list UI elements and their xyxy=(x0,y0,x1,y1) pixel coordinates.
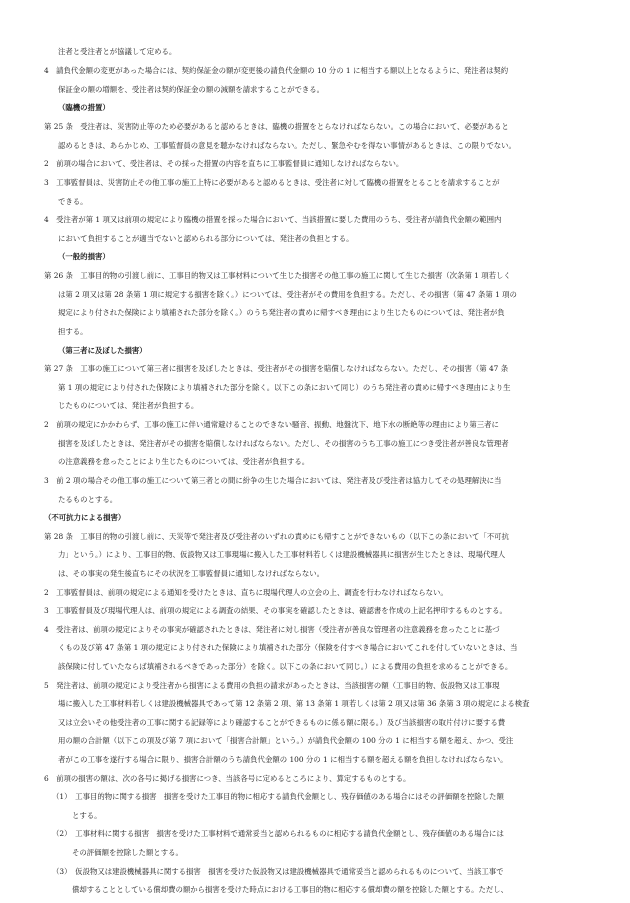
paragraph-line: 力」という。）により、工事目的物、仮設物又は工事現場に搬入した工事材料若しくは建設機械器具に損害が生じたときは、現場代理人 xyxy=(58,550,506,559)
paragraph-line: 規定により付された保険により填補された部分を除く。）のうち発注者の責めに帰すべき理由により生じたものについては、発注者が負 xyxy=(58,308,505,317)
paragraph-line: 用の額の合計額（以下この項及び第 7 項において「損害合計額」という。）が請負代金額の 100 分の 1 に相当する額を超え、かつ、受注 xyxy=(58,736,514,745)
list-item-line: その評価額を控除した額とする。 xyxy=(72,848,183,857)
paragraph-line: 4 受注者は、前項の規定によりその事実が確認されたときは、発注者に対し損害（受注者が善良な管理者の注意義務を怠ったことに基づ xyxy=(44,625,500,634)
paragraph-line: 損害を及ぼしたときは、発注者がその損害を賠償しなければならない。ただし、その損害のうち工事の施工につき受注者が善良な管理者 xyxy=(58,439,509,448)
article-line: 第 27 条 工事の施工について第三者に損害を及ぼしたときは、受注者がその損害を賠償しなければならない。ただし、その損害（第 47 条 xyxy=(44,364,509,373)
paragraph-line: 4 受注者が第 1 項又は前項の規定により臨機の措置を採った場合において、当該措置に要した費用のうち、受注者が請負代金額の範囲内 xyxy=(44,215,502,224)
paragraph-line: 該保険に付していたならば填補されるべきであった部分）を除く。以下この条において同じ。）による費用の負担を求めることができる。 xyxy=(58,662,513,671)
paragraph-line: 注者と受注者とが協議して定める。 xyxy=(58,47,177,56)
paragraph-line: 又は立会いその他受注者の工事に関する記録等により確認することができるものに係る額に限る。）及び当該損害の取片付けに要する費 xyxy=(58,718,506,727)
section-heading: （第三者に及ぼした損害） xyxy=(58,346,147,355)
list-item-line: 償却することとしている償却費の額から損害を受けた時点における工事目的物に相応する償却費の額を控除した額とする。ただし、 xyxy=(72,885,509,894)
section-heading: （一般的損害） xyxy=(58,252,110,261)
paragraph-line: 3 前 2 項の場合その他工事の施工について第三者との間に紛争の生じた場合においては、発注者及び受注者は協力してその処理解決に当 xyxy=(44,476,502,485)
article-line: 第 26 条 工事目的物の引渡し前に、工事目的物又は工事材料について生じた損害その他工事の施工に関して生じた損害（次条第 1 項若しく xyxy=(44,271,511,280)
article-line: 第 28 条 工事目的物の引渡し前に、天災等で発注者及び受注者のいずれの責めにも帰すことができないもの（以下この条において「不可抗 xyxy=(44,532,509,541)
paragraph-line: 4 請負代金額の変更があった場合には、契約保証金の額が変更後の請負代金額の 10 分の 1 に相当する額以上となるように、発注者は契約 xyxy=(44,66,509,75)
paragraph-line: できる。 xyxy=(58,197,88,206)
paragraph-line: たるものとする。 xyxy=(58,495,118,504)
section-heading: （臨機の措置） xyxy=(58,103,110,112)
paragraph-line: の注意義務を怠ったことにより生じたものについては、受注者が負担する。 xyxy=(58,457,310,466)
paragraph-line: 場に搬入した工事材料若しくは建設機械器具であって第 12 条第 2 項、第 13 条第 1 項若しくは第 2 項又は第 36 条第 3 項の規定による検査 xyxy=(58,699,530,708)
paragraph-line: 6 前項の損害の額は、次の各号に掲げる損害につき、当該各号に定めるところにより、算定するものとする。 xyxy=(44,774,411,783)
paragraph-line: において負担することが適当でないと認められる部分については、発注者の負担とする。 xyxy=(58,234,354,243)
section-heading: （不可抗力による損害） xyxy=(44,513,126,522)
paragraph-line: 第 1 項の規定により付された保険により填補された部分を除く。以下この条において同じ）のうち発注者の責めに帰すべき理由により生 xyxy=(58,383,511,392)
list-item-line: とする。 xyxy=(72,811,102,820)
paragraph-line: 保証金の額の増額を、受注者は契約保証金の額の減額を請求することができる。 xyxy=(58,85,325,94)
list-item-line: （1） 工事目的物に関する損害 損害を受けた工事目的物に相応する請負代金額とし、残存価値のある場合にはその評価額を控除した額 xyxy=(52,792,504,801)
paragraph-line: じたものについては、発注者が負担する。 xyxy=(58,401,199,410)
paragraph-line: 者がこの工事を遂行する場合に限り、損害合計額のうち請負代金額の 100 分の 1 に相当する額を超える額を負担しなければならない。 xyxy=(58,755,508,764)
paragraph-line: 2 前項の場合において、受注者は、その採った措置の内容を直ちに工事監督員に通知しなければならない。 xyxy=(44,159,404,168)
list-item-line: （3） 仮設物又は建設機械器具に関する損害 損害を受けた仮設物又は建設機械器具で通常妥当と認められるものについて、当該工事で xyxy=(52,867,504,876)
paragraph-line: は、その事実の発生後直ちにその状況を工事監督員に通知しなければならない。 xyxy=(58,569,325,578)
paragraph-line: くもの及び第 47 条第 1 項の規定により付された保険により填補された部分（保険を付すべき場合においてこれを付していないときは、当 xyxy=(58,643,518,652)
article-line: 第 25 条 受注者は、災害防止等のため必要があると認めるときは、臨機の措置をとらなければならない。この場合において、必要があると xyxy=(44,122,509,131)
paragraph-line: 3 工事監督員は、災害防止その他工事の施工上特に必要があると認めるときは、受注者に対して臨機の措置をとることを請求することが xyxy=(44,178,500,187)
paragraph-line: 認めるときは、あらかじめ、工事監督員の意見を聴かなければならない。ただし、緊急やむを得ない事情があるときは、この限りでない。 xyxy=(58,141,516,150)
paragraph-line: 担する。 xyxy=(58,327,88,336)
list-item-line: （2） 工事材料に関する損害 損害を受けた工事材料で通常妥当と認められるものに相応する請負代金額とし、残存価値のある場合には xyxy=(52,829,504,838)
paragraph-line: 2 前項の規定にかかわらず、工事の施工に伴い通常避けることのできない騒音、振動、地盤沈下、地下水の断絶等の理由により第三者に xyxy=(44,420,499,429)
paragraph-line: 3 工事監督員及び現場代理人は、前項の規定による調査の結果、その事実を確認したときは、確認書を作成の上記名押印するものとする。 xyxy=(44,606,507,615)
paragraph-line: 2 工事監督員は、前項の規定による通知を受けたときは、直ちに現場代理人の立会の上、調査を行わなければならない。 xyxy=(44,588,448,597)
paragraph-line: は第 2 項又は第 28 条第 1 項に規定する損害を除く。）については、受注者がその費用を負担する。ただし、その損害（第 47 条第 1 項の xyxy=(58,290,517,299)
paragraph-line: 5 発注者は、前項の規定により受注者から損害による費用の負担の請求があったときは、当該損害の額（工事目的物、仮設物又は工事現 xyxy=(44,681,500,690)
